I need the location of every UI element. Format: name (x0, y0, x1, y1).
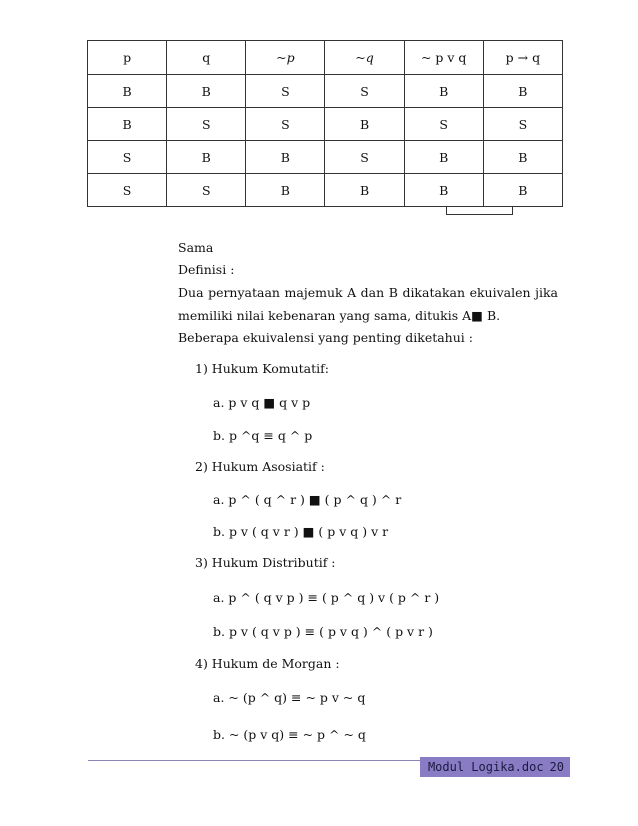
table-cell: S (167, 108, 246, 141)
table-cell: S (404, 108, 483, 141)
law-title: 2) Hukum Asosiatif : (195, 459, 325, 474)
table-cell: S (483, 108, 562, 141)
table-cell: S (88, 141, 167, 174)
word: jika (535, 285, 558, 300)
intro-text: Beberapa ekuivalensi yang penting diketahui : (178, 330, 473, 345)
header-cell: ~ p v q (404, 41, 483, 75)
footer-doc-name: Modul Logika.doc (427, 760, 544, 774)
table-cell: S (246, 108, 325, 141)
law-item: a. p ^ ( q ^ r ) ■ ( p ^ q ) ^ r (213, 492, 402, 507)
table-header-row (88, 41, 563, 75)
table-cell: B (483, 174, 562, 207)
law-title: 4) Hukum de Morgan : (195, 656, 340, 671)
law-item: b. p v ( q v r ) ■ ( p v q ) v r (213, 524, 389, 539)
table-cell: S (88, 174, 167, 207)
definition-line-1 (178, 284, 558, 302)
law-title: 3) Hukum Distributif : (195, 555, 336, 570)
law-item: a. p ^ ( q v p ) ≡ ( p ^ q ) v ( p ^ r ) (213, 590, 440, 605)
word: ekuivalen (469, 285, 531, 300)
table-row (88, 108, 563, 141)
table-cell: S (246, 75, 325, 108)
definisi-label: Definisi : (178, 262, 235, 277)
word: pernyataan (208, 285, 280, 300)
table-cell: B (246, 174, 325, 207)
table-cell: S (167, 174, 246, 207)
word: B (388, 285, 398, 300)
header-cell: q (167, 41, 246, 75)
page-number: 20 (549, 760, 564, 774)
law-item: b. p v ( q v p ) ≡ ( p v q ) ^ ( p v r ) (213, 624, 433, 639)
header-cell: ~p (246, 41, 325, 75)
table-cell: B (167, 75, 246, 108)
table-cell: B (404, 141, 483, 174)
table-cell: S (325, 141, 404, 174)
table-row (88, 174, 563, 207)
page-footer (420, 757, 570, 777)
header-cell: ~q (325, 41, 404, 75)
table-cell: B (404, 75, 483, 108)
truth-table (87, 40, 563, 207)
table-cell: S (325, 75, 404, 108)
law-item: a. ~ (p ^ q) ≡ ~ p v ~ q (213, 690, 366, 705)
table-cell: B (167, 141, 246, 174)
word: A (347, 285, 357, 300)
table-cell: B (325, 108, 404, 141)
header-cell: p (88, 41, 167, 75)
table-row (88, 141, 563, 174)
table-cell: B (88, 108, 167, 141)
word: dan (360, 285, 385, 300)
definition-line-2: memiliki nilai kebenaran yang sama, ditukis A■ B. (178, 308, 501, 323)
law-title: 1) Hukum Komutatif: (195, 361, 329, 376)
table-row (88, 75, 563, 108)
word: dikatakan (402, 285, 466, 300)
word: Dua (178, 285, 204, 300)
word: majemuk (284, 285, 343, 300)
comparison-bracket (446, 206, 513, 215)
header-cell: p → q (483, 41, 562, 75)
sama-label: Sama (178, 240, 214, 255)
table-cell: B (483, 141, 562, 174)
table-cell: B (404, 174, 483, 207)
table-cell: B (88, 75, 167, 108)
table-cell: B (325, 174, 404, 207)
law-item: b. p ^q ≡ q ^ p (213, 428, 313, 443)
law-item: a. p v q ■ q v p (213, 395, 311, 410)
table-cell: B (246, 141, 325, 174)
table-cell: B (483, 75, 562, 108)
law-item: b. ~ (p v q) ≡ ~ p ^ ~ q (213, 727, 366, 742)
